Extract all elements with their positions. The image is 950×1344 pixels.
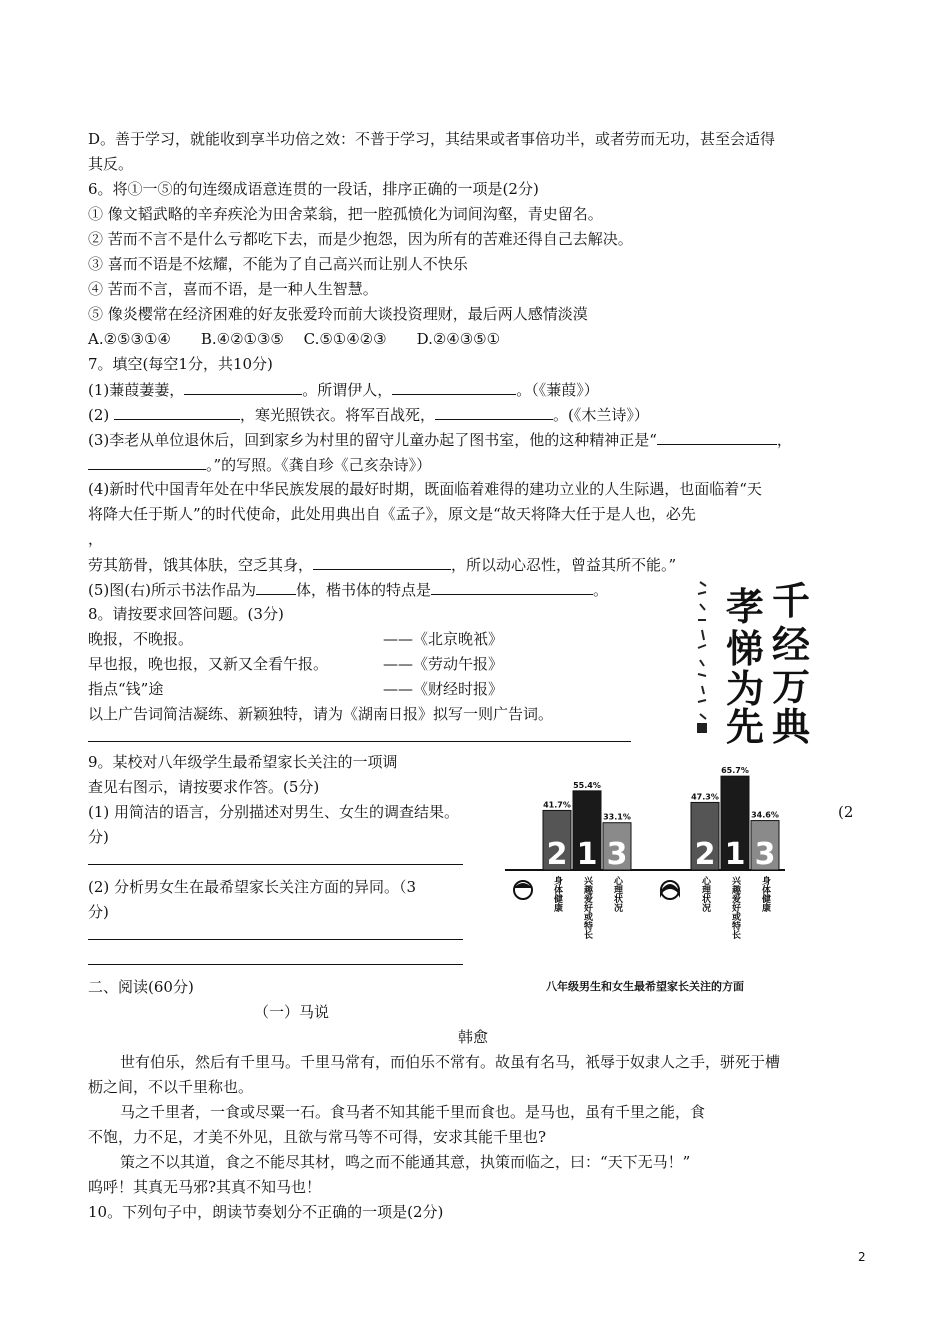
passage-para: 世有伯乐，然后有千里马。千里马常有，而伯乐不常有。故虽有名马，衹辱于奴隶人之手，骈死于槽 xyxy=(120,1053,781,1071)
fill-4-b: 将降大任于斯人”的时代使命，此处用典出自《孟子》，原文是“故天将降大任于是人也，必先 xyxy=(88,505,696,523)
answer-line[interactable] xyxy=(88,939,463,940)
text: ，所以动心忍性，曾益其所不能。” xyxy=(451,556,677,574)
question-7: 7。填空(每空1分，共10分) xyxy=(88,355,273,373)
section-2-heading: 二、阅读(60分) xyxy=(88,978,194,996)
chart-rank-label: 3 xyxy=(754,837,776,872)
calligraphy-char: 孝 xyxy=(726,584,765,629)
chart-rank-label: 2 xyxy=(546,837,568,872)
blank[interactable] xyxy=(392,379,516,395)
chart-value-label: 65.7% xyxy=(721,766,749,776)
question-9: 9。某校对八年级学生最希望家长关注的一项调 xyxy=(88,753,398,771)
calligraphy-char: 为 xyxy=(726,666,765,711)
ad-source: ——《财经时报》 xyxy=(383,680,504,698)
text: 。(《木兰诗》） xyxy=(553,406,649,424)
text: 。所谓伊人， xyxy=(302,381,393,399)
passage-title: （一）马说 xyxy=(254,1003,330,1021)
chart-category-label: 身体健康 xyxy=(552,876,562,912)
passage-author: 韩愈 xyxy=(458,1028,489,1046)
fill-4-d xyxy=(88,554,676,575)
boy-icon xyxy=(514,881,532,899)
calligraphy-char: 千 xyxy=(772,578,811,623)
fill-3 xyxy=(88,429,792,450)
chart-category-label: 身体健康 xyxy=(760,876,770,912)
question-9-b: 查见右图示，请按要求作答。(5分) xyxy=(88,778,320,796)
sentence-3: ③ 喜而不语是不炫耀，不能为了自己高兴而让别人不快乐 xyxy=(88,255,468,273)
chart-value-label: 33.1% xyxy=(603,812,631,822)
passage-para: 不饱，力不足，才美不外见，且欲与常马等不可得，安求其能千里也? xyxy=(88,1128,547,1146)
question-6: 6。将①一⑤的句连缀成语意连贯的一段话，排序正确的一项是(2分) xyxy=(88,180,539,198)
chart-value-label: 41.7% xyxy=(543,800,571,810)
ad-source: ——《劳动午报》 xyxy=(383,655,504,673)
calligraphy-artwork xyxy=(690,574,815,746)
answer-options: A.②⑤③①④ B.④②①③⑤ C.⑤①④②③ D.②④③⑤① xyxy=(88,330,501,348)
calligraphy-char: 万 xyxy=(772,664,811,709)
blank[interactable] xyxy=(435,404,553,420)
question-9-2: (2) 分析男女生在最希望家长关注方面的异同。（3 xyxy=(88,878,417,896)
sentence-4: ④ 苦而不言，喜而不语，是一种人生智慧。 xyxy=(88,280,378,298)
text: 。（《蒹葭》） xyxy=(516,381,599,399)
chart-category-label: 兴趣爱好或特长 xyxy=(730,876,740,939)
text-line: D。善于学习，就能收到享半功倍之效：不普于学习，其结果或者事倍功半，或者劳而无功，甚至会适得 xyxy=(88,130,776,148)
chart-category-label: 心理状况 xyxy=(612,876,622,912)
question-9-1: (1) 用简洁的语言，分别描述对男生、女生的调查结果。 xyxy=(88,803,460,821)
question-8: 8。请按要求回答问题。(3分) xyxy=(88,605,284,623)
question-9-1-cont: 分) xyxy=(88,828,109,846)
chart-value-label: 47.3% xyxy=(691,792,719,802)
sentence-5: ⑤ 像炎樱常在经济困难的好友张爱玲而前大谈投资理财，最后两人感情淡漠 xyxy=(88,305,588,323)
blank[interactable] xyxy=(184,379,302,395)
text: ， xyxy=(776,431,792,449)
passage-para: 呜呼！其真无马邪?其真不知马也！ xyxy=(88,1178,322,1196)
answer-line[interactable] xyxy=(88,741,631,742)
chart-rank-label: 1 xyxy=(724,837,746,872)
chart-rank-label: 1 xyxy=(576,837,598,872)
blank[interactable] xyxy=(657,429,777,445)
text: 。 xyxy=(592,581,608,599)
girl-icon xyxy=(660,881,680,899)
chart-value-label: 55.4% xyxy=(573,780,601,790)
question-10: 10。下列句子中，朗读节奏划分不正确的一项是(2分) xyxy=(88,1203,444,1221)
chart-rank-label: 2 xyxy=(694,837,716,872)
passage-para: 枥之间，不以千里称也。 xyxy=(88,1078,254,1096)
text: 。”的写照。《龚自珍《己亥杂诗》） xyxy=(206,456,432,474)
blank[interactable] xyxy=(313,554,451,570)
fill-2 xyxy=(88,404,649,425)
text: (5)图(右)所示书法作品为 xyxy=(88,581,256,599)
chart-rank-label: 3 xyxy=(606,837,628,872)
calligraphy-char: 先 xyxy=(726,704,765,746)
ad-line: 晚报，不晚报。 xyxy=(88,630,194,648)
blank[interactable] xyxy=(114,404,240,420)
blank[interactable] xyxy=(431,579,593,595)
text: 体，楷书体的特点是 xyxy=(295,581,431,599)
chart-category-label: 兴趣爱好或特长 xyxy=(582,876,592,939)
text: ，寒光照铁衣。将军百战死， xyxy=(240,406,436,424)
chart-category-label: 心理状况 xyxy=(700,876,710,912)
sentence-2: ② 苦而不言不是什么亏都吃下去，而是少抱怨，因为所有的苦难还得自己去解决。 xyxy=(88,230,633,248)
text: 劳其筋骨，饿其体肤，空乏其身， xyxy=(88,556,314,574)
fill-1 xyxy=(88,379,599,400)
fill-4: (4)新时代中国青年处在中华民族发展的最好时期，既面临着难得的建功立业的人生际遇，也面临着“天 xyxy=(88,480,762,498)
question-9-1-points: (2 xyxy=(838,803,854,821)
ad-source: ——《北京晚衹》 xyxy=(383,630,504,648)
passage-para: 策之不以其道，食之不能尽其材，鸣之而不能通其意，执策而临之，曰：“天下无马！” xyxy=(120,1153,691,1171)
fill-3-cont xyxy=(88,454,431,475)
ad-line: 指点“钱”途 xyxy=(88,680,164,698)
ad-line: 早也报，晚也报，又新又全看午报。 xyxy=(88,655,329,673)
text: (3)李老从单位退休后，回到家乡为村里的留守儿童办起了图书室，他的这种精神正是“ xyxy=(88,431,657,449)
chart-title: 八年级男生和女生最希望家长关注的方面 xyxy=(546,980,744,993)
calligraphy-char: 经 xyxy=(772,622,811,667)
page-number: 2 xyxy=(858,1250,866,1264)
blank[interactable] xyxy=(88,454,206,470)
passage-para: 马之千里者，一食或尽粟一石。食马者不知其能千里而食也。是马也，虽有千里之能，食 xyxy=(120,1103,706,1121)
answer-line[interactable] xyxy=(88,964,463,965)
survey-chart xyxy=(505,756,785,996)
blank[interactable] xyxy=(256,579,296,595)
calligraphy-char: 悌 xyxy=(726,626,765,671)
answer-line[interactable] xyxy=(88,864,463,865)
chart-value-label: 34.6% xyxy=(751,810,779,820)
question-9-2-cont: 分) xyxy=(88,903,109,921)
text: (1)蒹葭萋萋， xyxy=(88,381,185,399)
calligraphy-char: 典 xyxy=(772,704,811,746)
fill-4-c: ， xyxy=(88,530,104,548)
ad-prompt: 以上广告词简洁凝练、新颖独特，请为《湖南日报》拟写一则广告词。 xyxy=(88,705,554,723)
text: (2) xyxy=(88,406,115,424)
text-line: 其反。 xyxy=(88,155,134,173)
fill-5 xyxy=(88,579,608,600)
sentence-1: ① 像文韬武略的辛弃疾沦为田舍菜翁，把一腔孤愤化为词间沟壑，青史留名。 xyxy=(88,205,603,223)
